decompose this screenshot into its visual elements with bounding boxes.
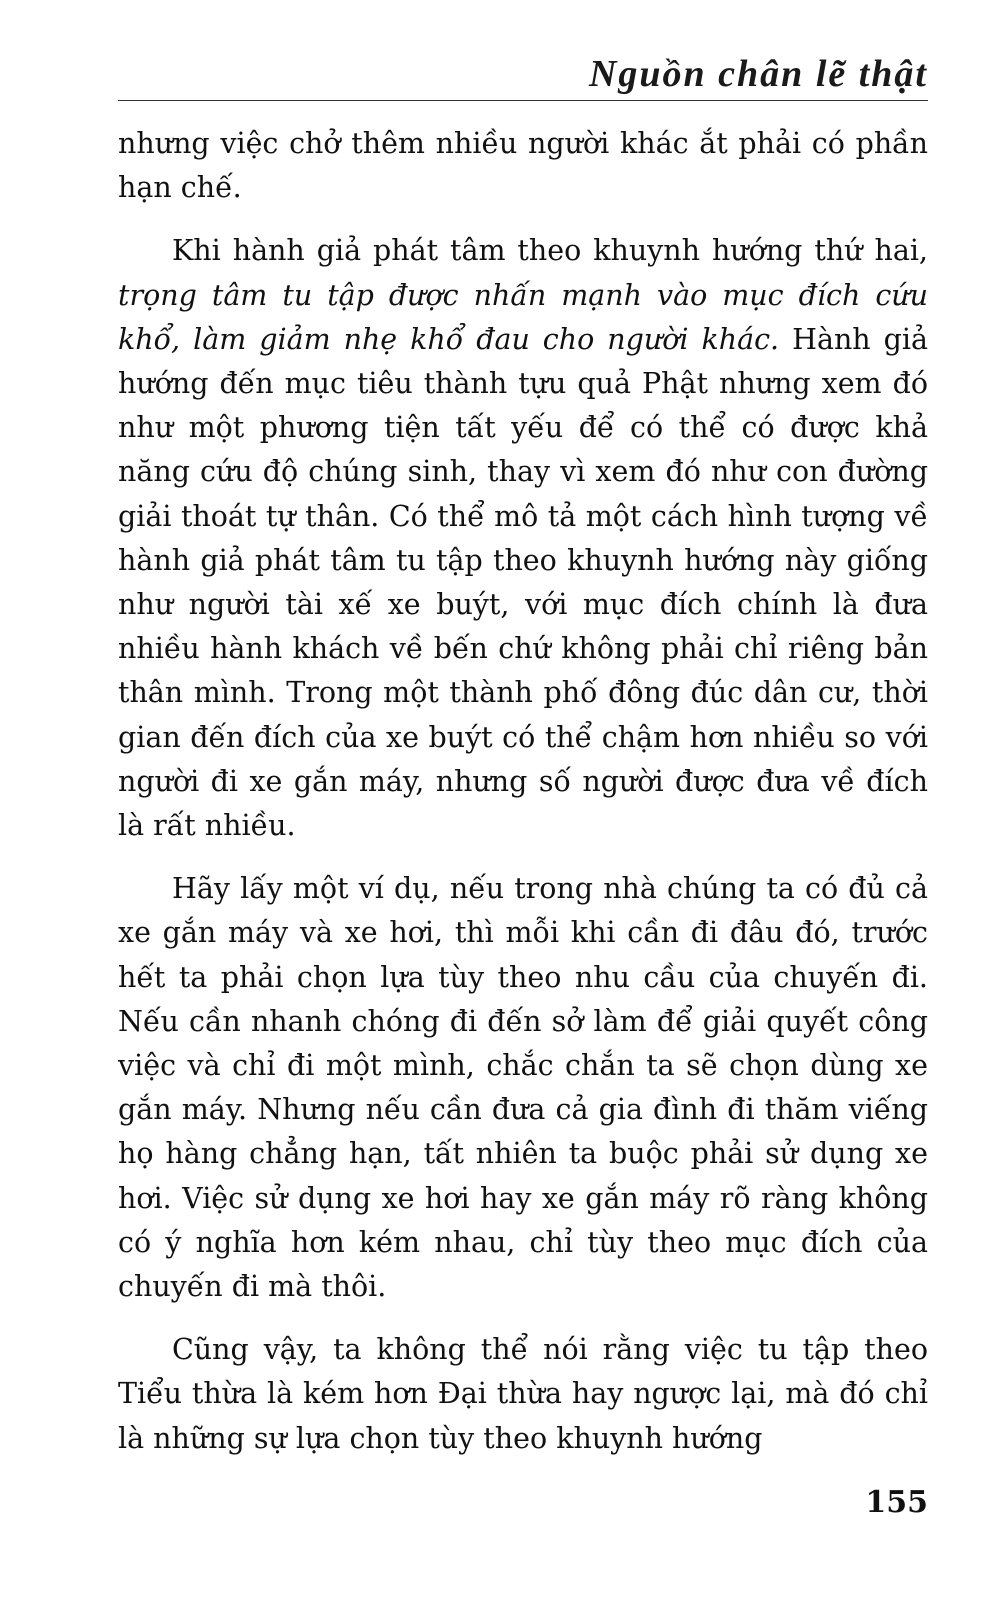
paragraph-3: Hãy lấy một ví dụ, nếu trong nhà chúng ta có đủ cả xe gắn máy và xe hơi, thì mỗi khi cần đi đâu đó, trước hết ta phải chọn lựa tùy theo nhu cầu của chuyến đi. Nếu cần nhanh chóng đi đến sở làm để giải quyết công việc và chỉ đi một mình, chắc chắn ta sẽ chọn dùng xe gắn máy. Nhưng nếu cần đưa cả gia đình đi thăm viếng họ hàng chẳng hạn, tất nhiên ta buộc phải sử dụng xe hơi. Việc sử dụng xe hơi hay xe gắn máy rõ ràng không có ý nghĩa hơn kém nhau, chỉ tùy theo mục đích của chuyến đi mà thôi.: [118, 872, 928, 1304]
paragraph-2-emphasis: trọng tâm tu tập được nhấn mạnh vào mục đích cứu khổ, làm giảm nhẹ khổ đau cho người khác.: [118, 278, 928, 356]
body-text: [118, 122, 928, 1480]
page-number: 155: [865, 1485, 928, 1520]
paragraph-2: [118, 229, 928, 848]
header-rule: [118, 100, 928, 101]
paragraph-1: nhưng việc chở thêm nhiều người khác ắt phải có phần hạn chế.: [118, 127, 928, 205]
paragraph-2-rest: Hành giả hướng đến mục tiêu thành tựu quả Phật nhưng xem đó như một phương tiện tất yếu để có thể có được khả năng cứu độ chúng sinh, thay vì xem đó như con đường giải thoát tự thân. Có thể mô tả một cách hình tượng về hành giả phát tâm tu tập theo khuynh hướng này giống như người tài xế xe buýt, với mục đích chính là đưa nhiều hành khách về bến chứ không phải chỉ riêng bản thân mình. Trong một thành phố đông đúc dân cư, thời gian đến đích của xe buýt có thể chậm hơn nhiều so với người đi xe gắn máy, nhưng số người được đưa về đích là rất nhiều.: [118, 322, 928, 843]
paragraph-4: Cũng vậy, ta không thể nói rằng việc tu tập theo Tiểu thừa là kém hơn Đại thừa hay ngược lại, mà đó chỉ là những sự lựa chọn tùy theo khuynh hướng: [118, 1333, 928, 1455]
running-head-title: Nguồn chân lẽ thật: [588, 53, 928, 95]
paragraph-2-lead: Khi hành giả phát tâm theo khuynh hướng thứ hai,: [172, 234, 928, 268]
